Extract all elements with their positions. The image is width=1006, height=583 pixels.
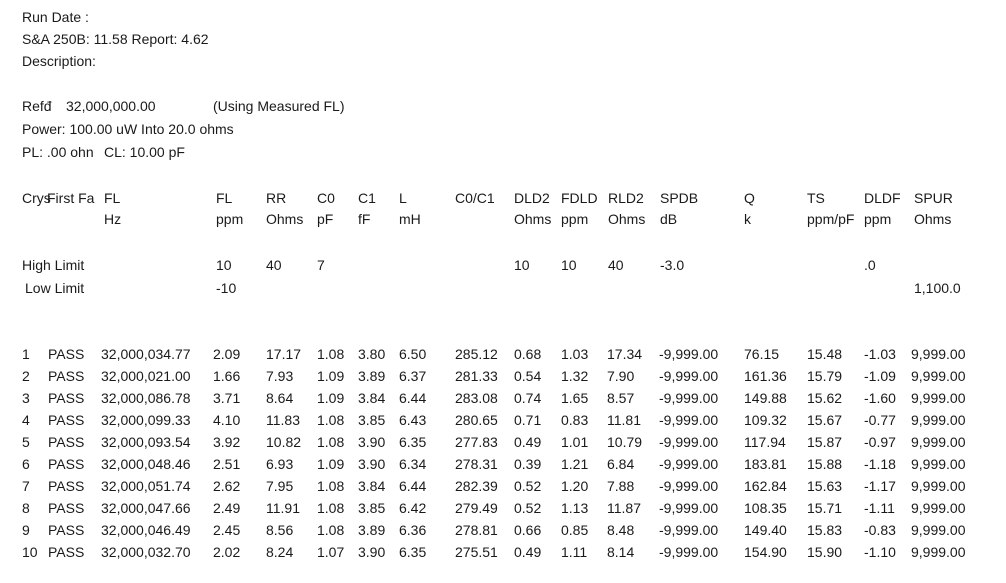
table-cell-dld2: 0.68 [514, 346, 542, 362]
table-cell-q: 109.32 [744, 412, 787, 428]
table-cell-n: 8 [22, 500, 30, 516]
table-cell-c0: 1.08 [317, 522, 345, 538]
table-cell-status: PASS [48, 544, 85, 560]
column-header-spdb: SPDB [660, 190, 699, 206]
table-cell-c0: 1.08 [317, 346, 345, 362]
table-cell-l: 6.35 [399, 434, 427, 450]
table-cell-dldf: -0.77 [864, 412, 896, 428]
column-header-crys: Crys [22, 190, 51, 206]
table-cell-ts: 15.83 [807, 522, 843, 538]
table-cell-c1: 3.90 [358, 434, 386, 450]
table-cell-flppm: 2.45 [213, 522, 241, 538]
table-cell-dld2: 0.49 [514, 544, 542, 560]
high-limit-dldf: .0 [864, 257, 876, 273]
column-unit-rr: Ohms [266, 211, 304, 227]
table-cell-l: 6.34 [399, 456, 427, 472]
table-cell-q: 149.88 [744, 390, 787, 406]
table-cell-fl: 32,000,021.00 [101, 368, 191, 384]
table-cell-q: 183.81 [744, 456, 787, 472]
table-cell-status: PASS [48, 522, 85, 538]
table-cell-flppm: 3.92 [213, 434, 241, 450]
table-cell-dld2: 0.71 [514, 412, 542, 428]
high-limit-label: High Limit [22, 257, 85, 273]
table-cell-rr: 11.83 [266, 412, 300, 428]
table-cell-spdb: -9,999.00 [659, 390, 719, 406]
table-cell-dld2: 0.54 [514, 368, 542, 384]
table-cell-n: 4 [22, 412, 30, 428]
table-cell-fdld: 0.83 [561, 412, 589, 428]
column-unit-spdb: dB [660, 211, 678, 227]
table-cell-spur: 9,999.00 [911, 412, 966, 428]
table-cell-n: 10 [22, 544, 38, 560]
table-cell-rr: 8.24 [266, 544, 294, 560]
table-cell-l: 6.44 [399, 478, 427, 494]
column-unit-rld2: Ohms [608, 211, 646, 227]
table-cell-spur: 9,999.00 [911, 456, 966, 472]
table-cell-q: 108.35 [744, 500, 787, 516]
table-cell-rr: 8.64 [266, 390, 294, 406]
table-cell-c1: 3.90 [358, 544, 386, 560]
table-cell-ts: 15.63 [807, 478, 843, 494]
column-header-rld2: RLD2 [608, 190, 644, 206]
table-cell-n: 9 [22, 522, 30, 538]
table-cell-status: PASS [48, 412, 85, 428]
table-cell-c0c1: 278.81 [455, 522, 498, 538]
column-unit-spur: Ohms [914, 211, 952, 227]
column-unit-dld2: Ohms [514, 211, 552, 227]
table-cell-c0c1: 278.31 [455, 456, 498, 472]
table-cell-dldf: -0.83 [864, 522, 896, 538]
table-cell-n: 3 [22, 390, 30, 406]
table-cell-fdld: 1.65 [561, 390, 589, 406]
column-unit-fdld: ppm [561, 211, 589, 227]
column-header-rr: RR [266, 190, 287, 206]
table-cell-n: 1 [22, 346, 30, 362]
table-cell-flppm: 2.02 [213, 544, 241, 560]
table-cell-fdld: 1.21 [561, 456, 589, 472]
table-cell-n: 2 [22, 368, 30, 384]
table-cell-rr: 11.91 [266, 500, 300, 516]
table-cell-fdld: 1.01 [561, 434, 589, 450]
table-cell-rr: 10.82 [266, 434, 302, 450]
table-cell-l: 6.43 [399, 412, 427, 428]
table-cell-flppm: 2.51 [213, 456, 241, 472]
table-cell-c0c1: 275.51 [455, 544, 498, 560]
column-header-spur: SPUR [914, 190, 953, 206]
run-date-label: Run Date : [22, 9, 89, 25]
column-header-flppm: FL [216, 190, 233, 206]
column-unit-l: mH [399, 211, 421, 227]
table-cell-l: 6.50 [399, 346, 427, 362]
ref-note: (Using Measured FL) [213, 98, 345, 114]
description-label: Description: [22, 53, 96, 69]
table-cell-rld2: 7.88 [607, 478, 635, 494]
table-cell-q: 154.90 [744, 544, 787, 560]
table-cell-dld2: 0.39 [514, 456, 542, 472]
table-cell-c1: 3.89 [358, 522, 386, 538]
table-cell-status: PASS [48, 478, 85, 494]
table-cell-dldf: -1.11 [864, 500, 895, 516]
table-cell-flppm: 3.71 [213, 390, 241, 406]
table-cell-c1: 3.84 [358, 478, 386, 494]
table-cell-fl: 32,000,048.46 [101, 456, 191, 472]
table-cell-fdld: 1.13 [561, 500, 589, 516]
table-cell-flppm: 4.10 [213, 412, 241, 428]
table-cell-c0: 1.09 [317, 456, 345, 472]
table-cell-c0: 1.08 [317, 412, 345, 428]
table-cell-c0: 1.08 [317, 434, 345, 450]
table-cell-status: PASS [48, 390, 85, 406]
column-header-c0c1: C0/C1 [455, 190, 495, 206]
high-limit-rr: 40 [266, 257, 282, 273]
table-cell-fl: 32,000,047.66 [101, 500, 191, 516]
column-header-dld2: DLD2 [514, 190, 550, 206]
table-cell-rld2: 11.87 [607, 500, 641, 516]
table-cell-ts: 15.67 [807, 412, 843, 428]
table-cell-spdb: -9,999.00 [659, 500, 719, 516]
table-cell-spdb: -9,999.00 [659, 522, 719, 538]
column-unit-c0: pF [317, 211, 334, 227]
table-cell-spdb: -9,999.00 [659, 346, 719, 362]
column-header-l: L [399, 190, 407, 206]
table-cell-rld2: 17.34 [607, 346, 643, 362]
high-limit-c0: 7 [317, 257, 325, 273]
column-unit-q: k [744, 211, 751, 227]
table-cell-spdb: -9,999.00 [659, 434, 719, 450]
table-cell-rld2: 11.81 [607, 412, 641, 428]
table-cell-fdld: 1.03 [561, 346, 589, 362]
table-cell-c1: 3.85 [358, 500, 386, 516]
table-cell-n: 6 [22, 456, 30, 472]
table-cell-spur: 9,999.00 [911, 368, 966, 384]
table-cell-c0: 1.09 [317, 390, 345, 406]
column-header-first: First Fa [47, 190, 95, 206]
table-cell-rld2: 10.79 [607, 434, 643, 450]
table-cell-l: 6.35 [399, 544, 427, 560]
table-cell-c0: 1.07 [317, 544, 345, 560]
table-cell-rld2: 8.48 [607, 522, 635, 538]
table-cell-c0: 1.08 [317, 478, 345, 494]
table-cell-flppm: 1.66 [213, 368, 241, 384]
table-cell-rld2: 8.57 [607, 390, 635, 406]
table-cell-c1: 3.84 [358, 390, 386, 406]
table-cell-c0c1: 279.49 [455, 500, 498, 516]
table-cell-fl: 32,000,099.33 [101, 412, 191, 428]
column-unit-ts: ppm/pF [807, 211, 855, 227]
table-cell-q: 149.40 [744, 522, 787, 538]
column-unit-flppm: ppm [216, 211, 244, 227]
table-cell-q: 117.94 [744, 434, 786, 450]
table-cell-status: PASS [48, 500, 85, 516]
table-cell-spdb: -9,999.00 [659, 544, 719, 560]
table-cell-q: 76.15 [744, 346, 780, 362]
table-cell-l: 6.42 [399, 500, 427, 516]
table-cell-fl: 32,000,046.49 [101, 522, 191, 538]
table-cell-fdld: 0.85 [561, 522, 589, 538]
cl-value: CL: 10.00 pF [104, 144, 185, 160]
high-limit-dld2: 10 [514, 257, 530, 273]
table-cell-spdb: -9,999.00 [659, 368, 719, 384]
low-limit-spur: 1,100.0 [914, 280, 961, 296]
table-cell-spur: 9,999.00 [911, 390, 966, 406]
table-cell-dld2: 0.74 [514, 390, 542, 406]
table-cell-spur: 9,999.00 [911, 478, 966, 494]
table-cell-dld2: 0.49 [514, 434, 542, 450]
table-cell-fl: 32,000,051.74 [101, 478, 191, 494]
table-cell-spur: 9,999.00 [911, 522, 966, 538]
table-cell-n: 5 [22, 434, 30, 450]
column-unit-dldf: ppm [864, 211, 892, 227]
ref-label: Refđ [22, 98, 52, 114]
table-cell-c1: 3.89 [358, 368, 386, 384]
power-line: Power: 100.00 uW Into 20.0 ohms [22, 121, 234, 137]
table-cell-rr: 6.93 [266, 456, 294, 472]
high-limit-flppm: 10 [216, 257, 232, 273]
column-unit-fl: Hz [104, 211, 122, 227]
pl-value: PL: .00 ohn [22, 144, 94, 160]
column-header-fdld: FDLD [561, 190, 598, 206]
table-cell-spur: 9,999.00 [911, 434, 966, 450]
table-cell-dldf: -1.60 [864, 390, 896, 406]
table-cell-c0c1: 285.12 [455, 346, 498, 362]
table-cell-fdld: 1.20 [561, 478, 589, 494]
table-cell-spdb: -9,999.00 [659, 478, 719, 494]
table-cell-l: 6.44 [399, 390, 427, 406]
table-cell-dldf: -1.10 [864, 544, 896, 560]
table-cell-ts: 15.87 [807, 434, 843, 450]
table-cell-dld2: 0.52 [514, 478, 542, 494]
column-header-dldf: DLDF [864, 190, 901, 206]
table-cell-c0: 1.08 [317, 500, 345, 516]
table-cell-spdb: -9,999.00 [659, 456, 719, 472]
table-cell-ts: 15.88 [807, 456, 843, 472]
table-cell-c0c1: 282.39 [455, 478, 498, 494]
column-header-fl: FL [104, 190, 121, 206]
table-cell-fl: 32,000,032.70 [101, 544, 191, 560]
table-cell-rld2: 8.14 [607, 544, 635, 560]
table-cell-c0c1: 277.83 [455, 434, 498, 450]
table-cell-fl: 32,000,034.77 [101, 346, 191, 362]
column-header-c1: C1 [358, 190, 376, 206]
table-cell-rr: 8.56 [266, 522, 294, 538]
table-cell-rr: 7.95 [266, 478, 294, 494]
table-cell-dldf: -1.18 [864, 456, 896, 472]
table-cell-c0: 1.09 [317, 368, 345, 384]
table-cell-ts: 15.71 [807, 500, 843, 516]
high-limit-fdld: 10 [561, 257, 577, 273]
column-header-c0: C0 [317, 190, 335, 206]
table-cell-c1: 3.80 [358, 346, 386, 362]
table-cell-status: PASS [48, 368, 85, 384]
table-cell-c0c1: 281.33 [455, 368, 498, 384]
table-cell-fl: 32,000,093.54 [101, 434, 191, 450]
table-cell-rld2: 7.90 [607, 368, 635, 384]
table-cell-ts: 15.79 [807, 368, 843, 384]
table-cell-spur: 9,999.00 [911, 500, 966, 516]
table-cell-ts: 15.48 [807, 346, 843, 362]
table-cell-rld2: 6.84 [607, 456, 635, 472]
version-line: S&A 250B: 11.58 Report: 4.62 [22, 31, 209, 47]
table-cell-status: PASS [48, 434, 85, 450]
table-cell-n: 7 [22, 478, 30, 494]
table-cell-dldf: -1.09 [864, 368, 896, 384]
table-cell-q: 161.36 [744, 368, 787, 384]
table-cell-c1: 3.90 [358, 456, 386, 472]
table-cell-flppm: 2.62 [213, 478, 241, 494]
high-limit-rld2: 40 [608, 257, 624, 273]
table-cell-q: 162.84 [744, 478, 787, 494]
table-cell-c0c1: 280.65 [455, 412, 498, 428]
table-cell-ts: 15.62 [807, 390, 843, 406]
table-cell-fl: 32,000,086.78 [101, 390, 191, 406]
table-cell-status: PASS [48, 456, 85, 472]
table-cell-flppm: 2.09 [213, 346, 241, 362]
table-cell-flppm: 2.49 [213, 500, 241, 516]
table-cell-dld2: 0.66 [514, 522, 542, 538]
table-cell-fdld: 1.11 [561, 544, 588, 560]
column-unit-c1: fF [358, 211, 371, 227]
ref-value: 32,000,000.00 [66, 98, 156, 114]
table-cell-rr: 7.93 [266, 368, 294, 384]
column-header-ts: TS [807, 190, 825, 206]
table-cell-dldf: -0.97 [864, 434, 896, 450]
column-header-q: Q [744, 190, 755, 206]
table-cell-l: 6.36 [399, 522, 427, 538]
table-cell-c0c1: 283.08 [455, 390, 498, 406]
table-cell-spur: 9,999.00 [911, 346, 966, 362]
table-cell-ts: 15.90 [807, 544, 843, 560]
low-limit-label: Low Limit [25, 280, 85, 296]
table-cell-dldf: -1.03 [864, 346, 896, 362]
table-cell-spur: 9,999.00 [911, 544, 966, 560]
table-cell-rr: 17.17 [266, 346, 302, 362]
table-cell-fdld: 1.32 [561, 368, 589, 384]
table-cell-spdb: -9,999.00 [659, 412, 719, 428]
table-cell-dld2: 0.52 [514, 500, 542, 516]
table-cell-c1: 3.85 [358, 412, 386, 428]
low-limit-flppm: -10 [216, 280, 237, 296]
table-cell-status: PASS [48, 346, 85, 362]
high-limit-spdb: -3.0 [660, 257, 685, 273]
table-cell-l: 6.37 [399, 368, 427, 384]
table-cell-dldf: -1.17 [864, 478, 896, 494]
